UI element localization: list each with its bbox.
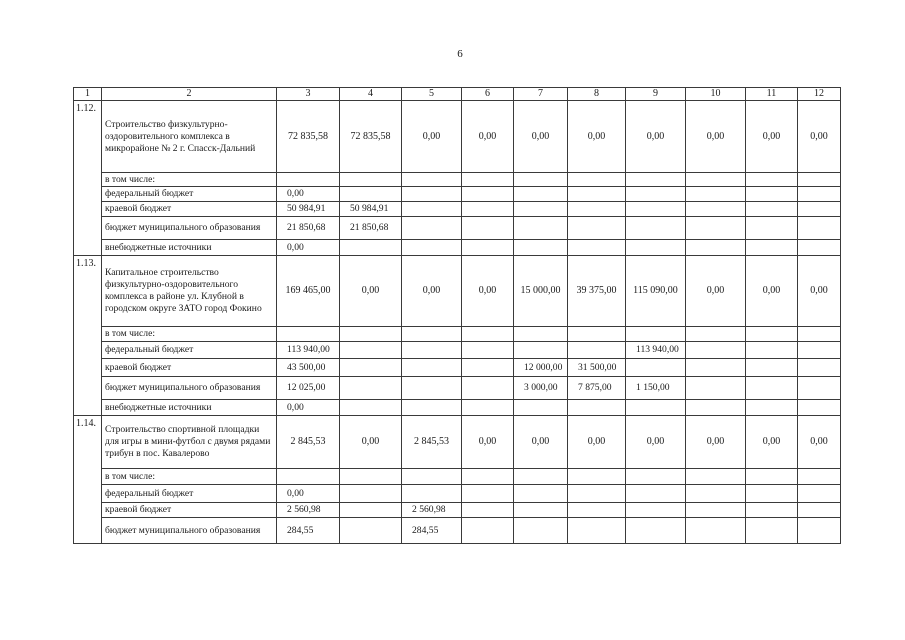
amount-cell [568,503,626,518]
column-header: 7 [514,88,568,101]
amount-cell [746,485,798,503]
amount-cell [798,217,841,240]
amount-cell: 0,00 [340,416,402,469]
funding-source-label: в том числе: [102,327,277,342]
funding-source-row [74,240,841,256]
project-description: Строительство физкультурно-оздоровительного комплекса в микрорайоне № 2 г. Спасск-Дальний [102,101,277,173]
amount-cell: 3 000,00 [514,377,568,400]
amount-cell: 284,55 [277,518,340,544]
amount-cell [686,327,746,342]
amount-cell [626,359,686,377]
amount-cell [686,400,746,416]
amount-cell: 2 845,53 [277,416,340,469]
amount-cell: 2 560,98 [402,503,462,518]
amount-cell [462,202,514,217]
amount-cell [626,400,686,416]
project-description: Капитальное строительство физкультурно-оздоровительного комплекса в районе ул. Клубной в городском округе ЗАТО город Фокино [102,256,277,327]
amount-cell [462,217,514,240]
amount-cell [340,327,402,342]
amount-cell: 0,00 [462,101,514,173]
amount-cell [340,187,402,202]
column-header: 4 [340,88,402,101]
amount-cell: 0,00 [798,416,841,469]
amount-cell [626,173,686,187]
amount-cell: 21 850,68 [340,217,402,240]
amount-cell [402,202,462,217]
funding-source-label: федеральный бюджет [102,342,277,359]
amount-cell [568,240,626,256]
amount-cell [626,217,686,240]
amount-cell [746,202,798,217]
amount-cell [626,202,686,217]
amount-cell: 0,00 [514,101,568,173]
amount-cell: 0,00 [277,240,340,256]
amount-cell [462,377,514,400]
amount-cell: 113 940,00 [626,342,686,359]
amount-cell [626,187,686,202]
column-header-row [74,88,841,101]
budget-table [73,87,841,544]
funding-source-label: бюджет муниципального образования [102,377,277,400]
column-header: 2 [102,88,277,101]
funding-source-row [74,202,841,217]
amount-cell [746,173,798,187]
amount-cell [626,240,686,256]
amount-cell [798,485,841,503]
amount-cell [514,469,568,485]
amount-cell [686,202,746,217]
amount-cell [568,342,626,359]
amount-cell [402,377,462,400]
funding-source-row [74,359,841,377]
amount-cell [514,217,568,240]
amount-cell [798,503,841,518]
amount-cell: 115 090,00 [626,256,686,327]
funding-source-label: внебюджетные источники [102,240,277,256]
amount-cell: 169 465,00 [277,256,340,327]
amount-cell [568,217,626,240]
amount-cell [746,377,798,400]
amount-cell: 0,00 [626,101,686,173]
funding-source-row [74,485,841,503]
amount-cell [798,342,841,359]
amount-cell [686,240,746,256]
amount-cell [686,173,746,187]
amount-cell: 0,00 [746,101,798,173]
amount-cell [568,485,626,503]
funding-source-label: краевой бюджет [102,202,277,217]
amount-cell: 0,00 [402,256,462,327]
amount-cell [462,342,514,359]
amount-cell [514,240,568,256]
amount-cell: 2 845,53 [402,416,462,469]
funding-source-row [74,400,841,416]
funding-source-label: в том числе: [102,173,277,187]
funding-source-row [74,217,841,240]
amount-cell: 0,00 [277,400,340,416]
amount-cell [514,400,568,416]
amount-cell: 12 025,00 [277,377,340,400]
funding-source-label: бюджет муниципального образования [102,518,277,544]
funding-source-row [74,187,841,202]
amount-cell [746,518,798,544]
amount-cell [686,359,746,377]
funding-source-row [74,518,841,544]
column-header: 1 [74,88,102,101]
amount-cell: 39 375,00 [568,256,626,327]
amount-cell [746,327,798,342]
amount-cell [626,485,686,503]
amount-cell [798,173,841,187]
funding-source-label: внебюджетные источники [102,400,277,416]
amount-cell [686,518,746,544]
amount-cell [514,342,568,359]
amount-cell [568,173,626,187]
amount-cell: 0,00 [746,256,798,327]
funding-source-row [74,342,841,359]
page-number: 6 [457,48,463,60]
column-header: 5 [402,88,462,101]
amount-cell [462,173,514,187]
amount-cell [746,240,798,256]
amount-cell [462,240,514,256]
amount-cell [746,359,798,377]
amount-cell [568,187,626,202]
amount-cell [514,485,568,503]
amount-cell [462,469,514,485]
column-header: 12 [798,88,841,101]
amount-cell [462,518,514,544]
amount-cell [746,187,798,202]
amount-cell [514,202,568,217]
project-row [74,416,841,469]
amount-cell: 0,00 [798,101,841,173]
amount-cell [514,518,568,544]
funding-source-label: краевой бюджет [102,359,277,377]
amount-cell: 0,00 [514,416,568,469]
amount-cell: 284,55 [402,518,462,544]
column-header: 8 [568,88,626,101]
amount-cell [277,173,340,187]
amount-cell [798,518,841,544]
funding-source-row [74,173,841,187]
amount-cell: 12 000,00 [514,359,568,377]
amount-cell: 0,00 [277,485,340,503]
amount-cell [402,469,462,485]
funding-source-row [74,503,841,518]
amount-cell [277,469,340,485]
amount-cell: 72 835,58 [277,101,340,173]
amount-cell: 2 560,98 [277,503,340,518]
amount-cell [340,173,402,187]
amount-cell [402,173,462,187]
amount-cell: 0,00 [686,101,746,173]
column-header: 10 [686,88,746,101]
amount-cell [340,359,402,377]
amount-cell: 0,00 [340,256,402,327]
amount-cell [462,503,514,518]
project-description: Строительство спортивной площадки для игры в мини-футбол с двумя рядами трибун в пос. Кавалерово [102,416,277,469]
column-header: 6 [462,88,514,101]
amount-cell [798,202,841,217]
amount-cell [568,469,626,485]
column-header: 11 [746,88,798,101]
amount-cell [568,518,626,544]
amount-cell [798,359,841,377]
amount-cell [686,217,746,240]
amount-cell: 0,00 [626,416,686,469]
funding-source-label: краевой бюджет [102,503,277,518]
row-number: 1.14. [74,416,102,544]
amount-cell: 50 984,91 [340,202,402,217]
amount-cell [626,327,686,342]
amount-cell [402,485,462,503]
amount-cell [798,377,841,400]
amount-cell [340,240,402,256]
amount-cell [402,400,462,416]
amount-cell: 0,00 [462,416,514,469]
project-row [74,256,841,327]
amount-cell [340,518,402,544]
amount-cell [340,503,402,518]
amount-cell: 0,00 [686,256,746,327]
amount-cell: 7 875,00 [568,377,626,400]
funding-source-row [74,377,841,400]
amount-cell [686,469,746,485]
amount-cell [798,240,841,256]
amount-cell [626,469,686,485]
amount-cell [686,503,746,518]
row-number: 1.13. [74,256,102,416]
column-header: 3 [277,88,340,101]
amount-cell [340,400,402,416]
amount-cell [568,202,626,217]
amount-cell [462,400,514,416]
amount-cell: 50 984,91 [277,202,340,217]
amount-cell [277,327,340,342]
amount-cell [568,327,626,342]
amount-cell [798,187,841,202]
row-number: 1.12. [74,101,102,256]
amount-cell: 0,00 [277,187,340,202]
amount-cell [686,187,746,202]
amount-cell [462,187,514,202]
amount-cell [746,400,798,416]
amount-cell [462,359,514,377]
amount-cell: 113 940,00 [277,342,340,359]
amount-cell: 0,00 [568,101,626,173]
amount-cell [402,187,462,202]
amount-cell [514,327,568,342]
amount-cell: 31 500,00 [568,359,626,377]
amount-cell: 0,00 [798,256,841,327]
table-body [74,88,841,544]
amount-cell [462,327,514,342]
amount-cell: 0,00 [746,416,798,469]
amount-cell [340,485,402,503]
amount-cell [686,342,746,359]
amount-cell [746,469,798,485]
amount-cell [798,327,841,342]
amount-cell: 72 835,58 [340,101,402,173]
amount-cell: 43 500,00 [277,359,340,377]
amount-cell [746,503,798,518]
amount-cell [514,173,568,187]
amount-cell [568,400,626,416]
amount-cell [514,187,568,202]
amount-cell: 0,00 [462,256,514,327]
amount-cell [402,359,462,377]
amount-cell: 15 000,00 [514,256,568,327]
amount-cell [626,503,686,518]
funding-source-row [74,469,841,485]
amount-cell [626,518,686,544]
amount-cell: 0,00 [402,101,462,173]
amount-cell [340,469,402,485]
amount-cell [462,485,514,503]
amount-cell [746,342,798,359]
amount-cell [686,377,746,400]
funding-source-label: федеральный бюджет [102,187,277,202]
funding-source-label: бюджет муниципального образования [102,217,277,240]
column-header: 9 [626,88,686,101]
amount-cell [514,503,568,518]
amount-cell: 1 150,00 [626,377,686,400]
funding-source-label: федеральный бюджет [102,485,277,503]
project-row [74,101,841,173]
funding-source-row [74,327,841,342]
amount-cell: 21 850,68 [277,217,340,240]
amount-cell [340,342,402,359]
amount-cell: 0,00 [686,416,746,469]
amount-cell [340,377,402,400]
amount-cell [686,485,746,503]
funding-source-label: в том числе: [102,469,277,485]
amount-cell [402,217,462,240]
amount-cell [402,240,462,256]
amount-cell [798,400,841,416]
amount-cell [402,327,462,342]
amount-cell [798,469,841,485]
amount-cell [402,342,462,359]
amount-cell [746,217,798,240]
amount-cell: 0,00 [568,416,626,469]
